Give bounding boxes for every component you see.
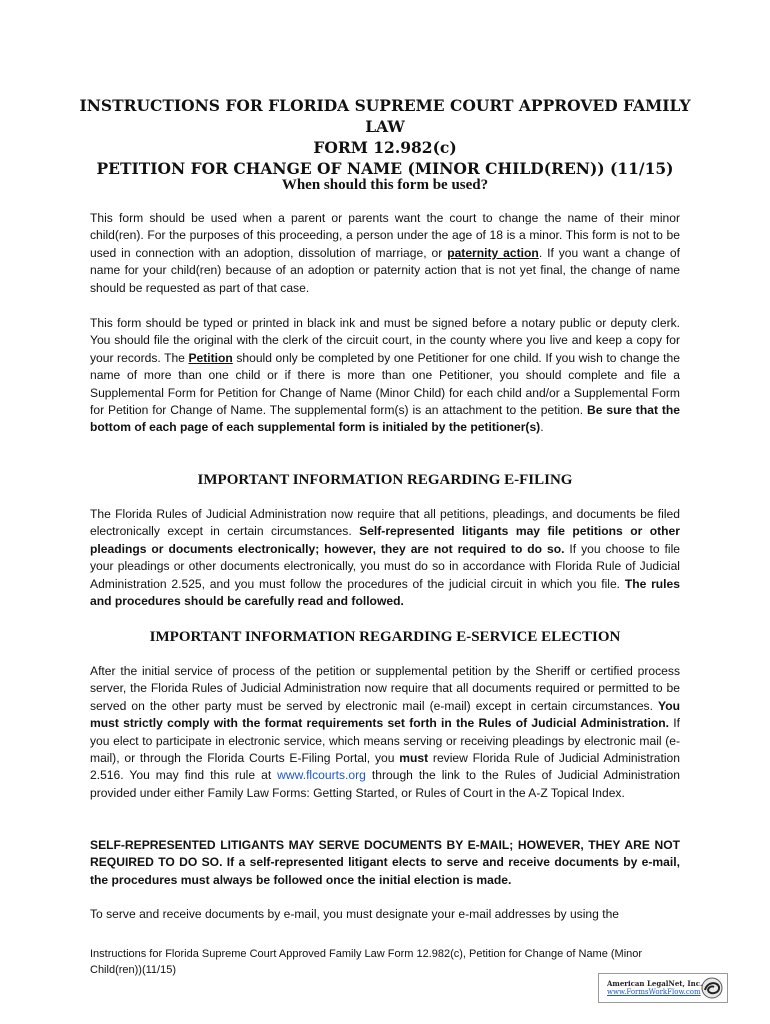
paragraph-usage-2: [90, 315, 680, 437]
eservice-bold-must: must: [399, 751, 429, 766]
text-run: This form should be typed or printed in black ink and must be signed before a notary public or deputy clerk. You should file the original with the clerk of the circuit court, in the county where you live and keep a copy for your records. The: [90, 316, 680, 365]
page-footer: Instructions for Florida Supreme Court Approved Family Law Form 12.982(c), Petition for Change of Name (Minor Child(ren))(11/15): [90, 948, 643, 976]
title-line-2: FORM 12.982(c): [313, 138, 457, 157]
page-title: [60, 95, 710, 179]
american-legalnet-badge[interactable]: [598, 973, 728, 1003]
initial-warning: Be sure that the bottom of each page of each supplemental form is initialed by the petitioner(s): [90, 403, 680, 435]
title-line-1: INSTRUCTIONS FOR FLORIDA SUPREME COURT APPROVED FAMILY LAW: [79, 96, 691, 136]
text-run: . If you want a change of name for your child(ren) because of an adoption or paternity action that is not yet final, the change of name should be requested as part of that case.: [90, 245, 680, 295]
text-run: should only be completed by one Petitioner for one child. If you wish to change the name of more than one child or if there is more than one Petitioner, you should complete and file a Supplemental Form for Petition for Change of Name (Minor Child) for each child and/or a Supplemental Form for Petition for Change of Name. The supplemental form(s) is an attachment to the petition.: [90, 350, 680, 418]
section-heading-efiling: IMPORTANT INFORMATION REGARDING E-FILING: [197, 472, 573, 488]
eservice-caps-notice: SELF-REPRESENTED LITIGANTS MAY SERVE DOCUMENTS BY E-MAIL; HOWEVER, THEY ARE NOT REQUIRED TO DO SO. If a self-represented litigant elects to serve and receive documents by e-mail, the procedures must always be followed once the initial election is made.: [90, 838, 680, 887]
globe-swirl-icon: [701, 977, 723, 999]
text-run: If you elect to participate in electronic service, which means serving or receiving pleadings by electronic mail (e-mail), or through the Florida Courts E-Filing Portal, you: [90, 716, 680, 766]
section-heading-usage: When should this form be used?: [281, 177, 489, 193]
text-run: review Florida Rule of Judicial Administration 2.516. You may find this rule at: [90, 751, 680, 783]
efiling-bold-rules: The rules and procedures should be carefully read and followed.: [90, 576, 680, 609]
paternity-action-term: paternity action: [447, 245, 539, 260]
paragraph-efiling: [90, 506, 680, 610]
text-run: .: [540, 420, 544, 435]
petition-term: Petition: [188, 350, 233, 365]
text-run: To serve and receive documents by e-mail, you must designate your e-mail addresses by using the: [90, 907, 620, 921]
badge-company: American LegalNet, Inc.: [607, 979, 703, 988]
badge-text: [607, 979, 702, 997]
badge-url: www.FormsWorkFlow.com: [607, 988, 701, 996]
title-line-3: PETITION FOR CHANGE OF NAME (MINOR CHILD(REN)) (11/15): [96, 159, 674, 178]
paragraph-eservice-1: [90, 663, 680, 802]
eservice-bold-comply: You must strictly comply with the format requirements set forth in the Rules of Judicial Administration.: [90, 698, 680, 731]
flcourts-link[interactable]: www.flcourts.org: [277, 768, 366, 783]
paragraph-eservice-2: [90, 837, 680, 889]
section-heading-eservice: IMPORTANT INFORMATION REGARDING E-SERVICE ELECTION: [149, 629, 621, 645]
text-run: The Florida Rules of Judicial Administration now require that all petitions, pleadings, and documents be filed electronically except in certain circumstances.: [90, 507, 680, 539]
text-run: through the link to the Rules of Judicial Administration provided under either Family Law Forms: Getting Started, or Rules of Court in the A-Z Topical Index.: [90, 768, 680, 800]
efiling-bold-note: Self-represented litigants may file petitions or other pleadings or documents electronically; however, they are not required to do so.: [90, 524, 680, 556]
text-run: After the initial service of process of the petition or supplemental petition by the Sheriff or certified process server, the Florida Rules of Judicial Administration now require that all documents required or permitted to be served on the other party must be served by electronic mail (e-mail) except in certain circumstances.: [90, 664, 680, 713]
paragraph-eservice-3: [90, 906, 680, 923]
text-run: If you choose to file your pleadings or other documents electronically, you must do so in accordance with Florida Rule of Judicial Administration 2.525, and you must follow the procedures of the judicial circuit in which you file.: [90, 541, 681, 591]
text-run: This form should be used when a parent or parents want the court to change the name of their minor child(ren). For the purposes of this proceeding, a person under the age of 18 is a minor. This form is not to be used in connection with an adoption, dissolution of marriage, or: [90, 211, 680, 260]
paragraph-usage-1: [90, 210, 680, 297]
